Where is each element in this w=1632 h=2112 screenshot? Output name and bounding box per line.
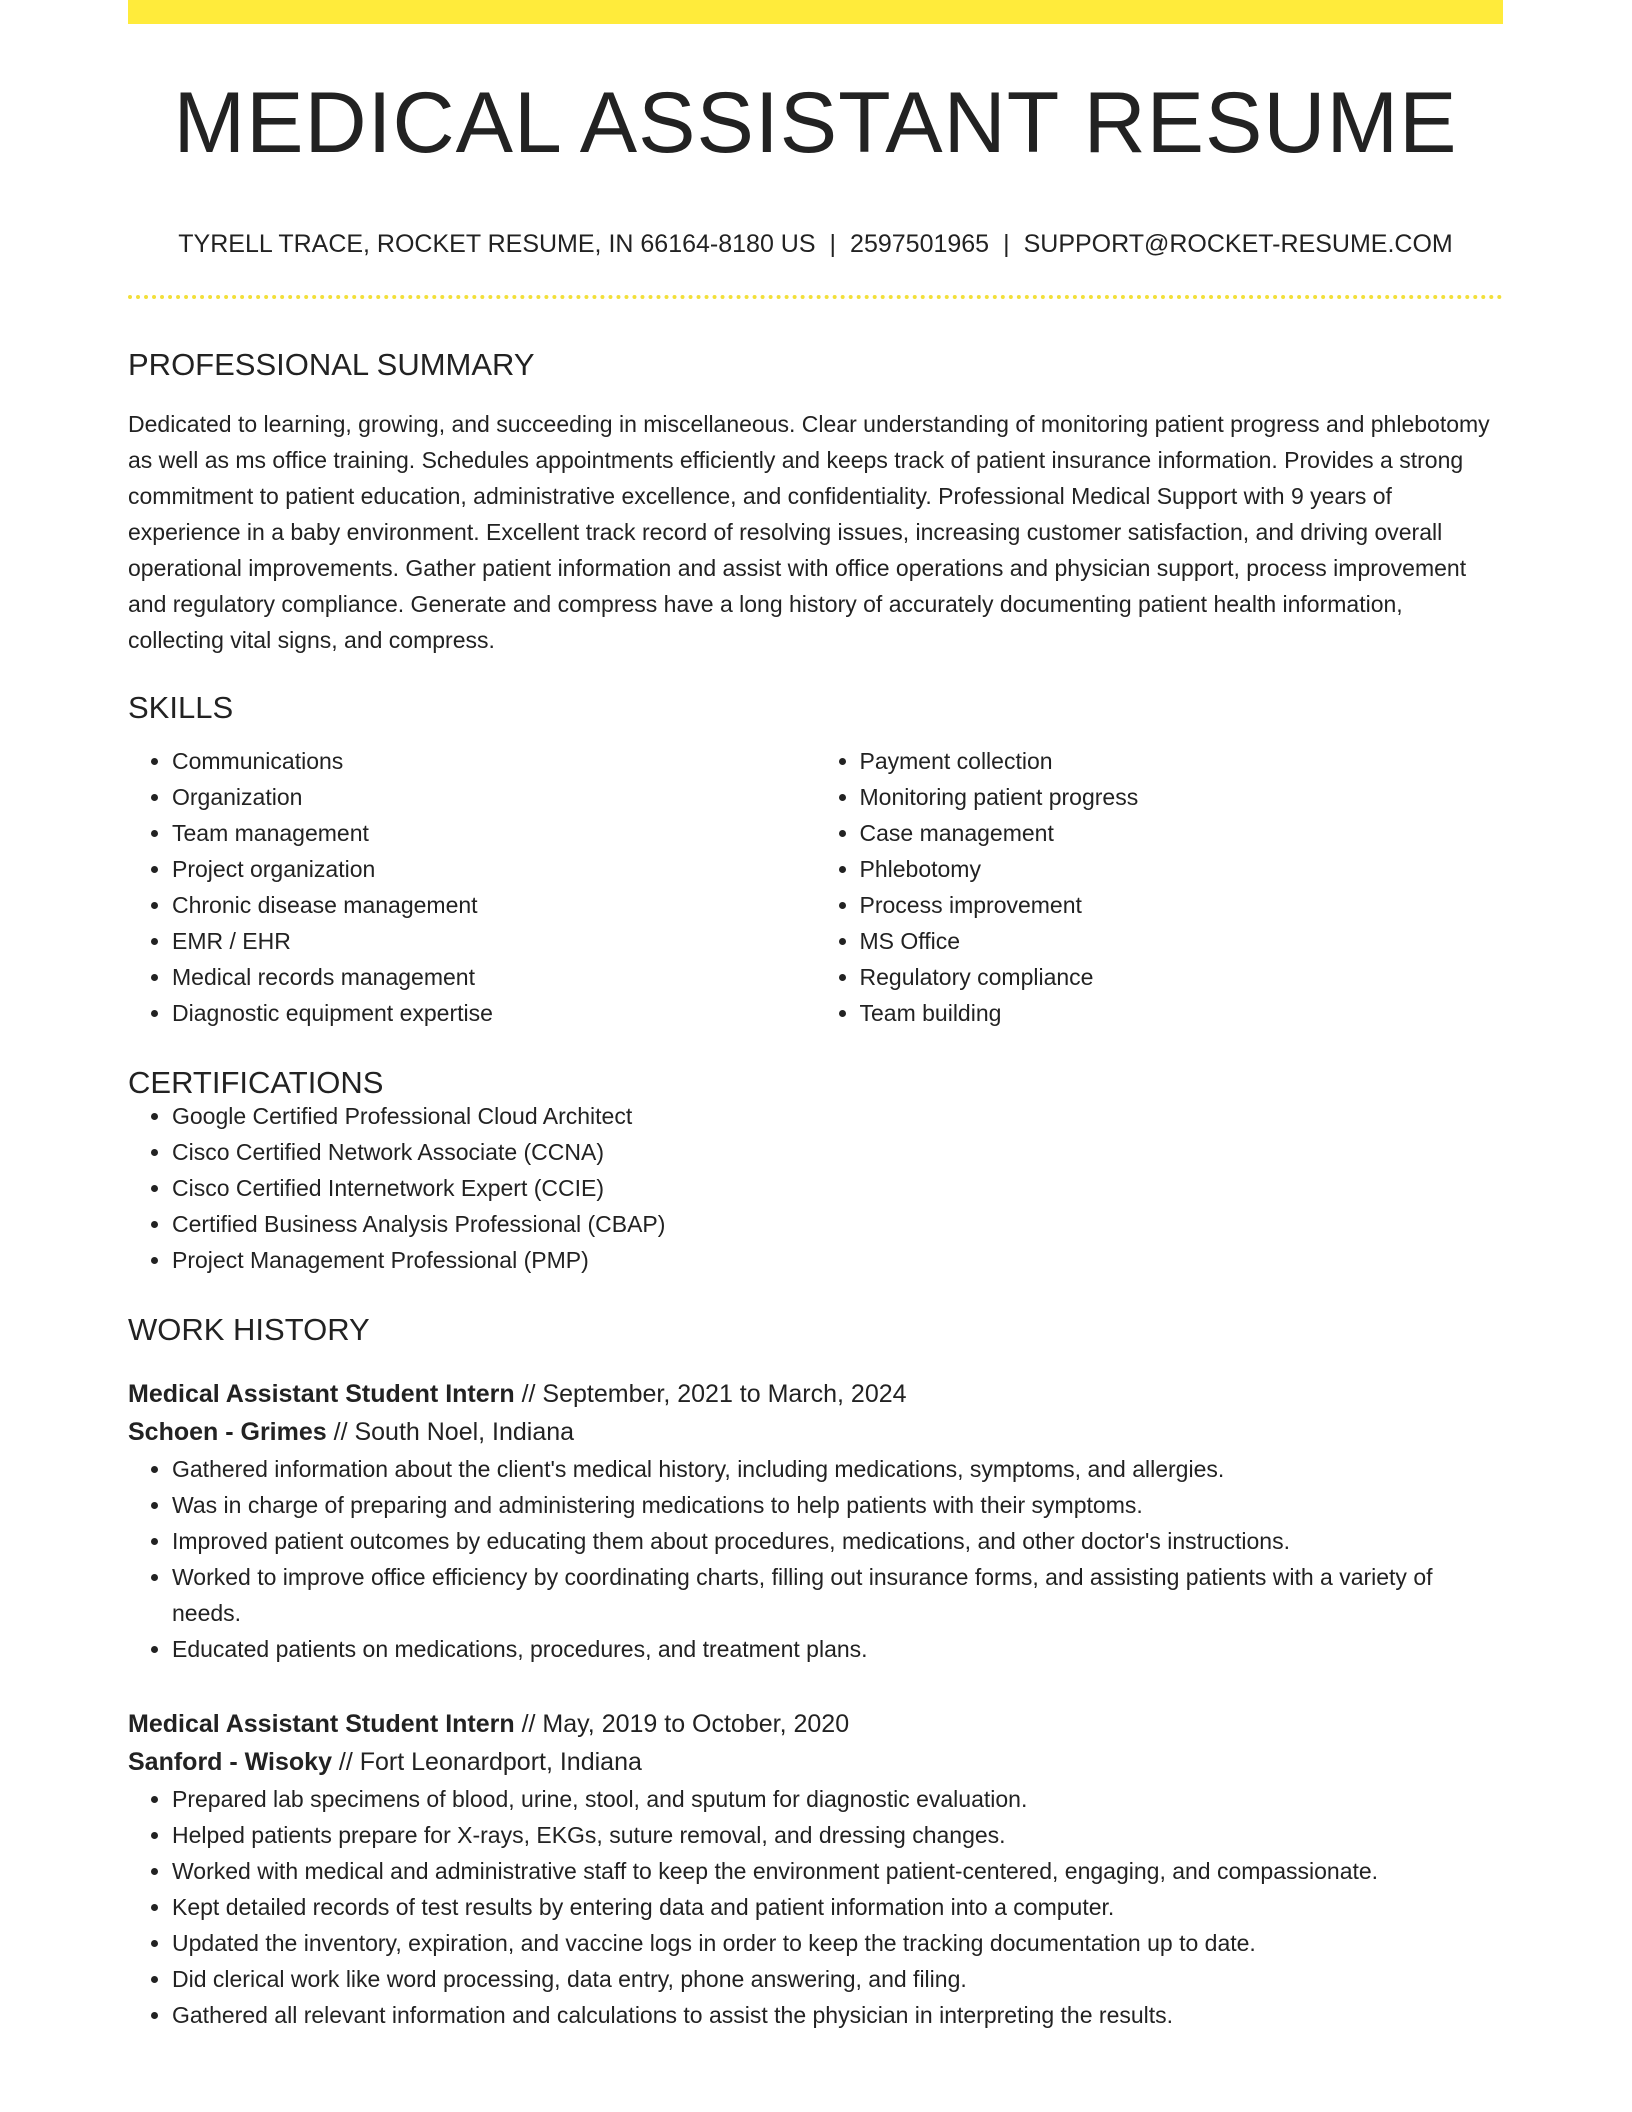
job-duty: • Worked to improve office efficiency by coordinating charts, filling out insurance forms, and assisting patients with a variety of needs. <box>172 1559 1503 1631</box>
job-dates: // May, 2019 to October, 2020 <box>514 1710 850 1738</box>
top-accent-bar <box>128 0 1503 24</box>
job-duty: • Gathered all relevant information and calculations to assist the physician in interpreting the results. <box>172 1997 1503 2033</box>
dotted-divider <box>128 295 1503 299</box>
summary-heading: PROFESSIONAL SUMMARY <box>128 347 535 382</box>
skill-item: • MS Office <box>860 923 1504 959</box>
skill-item: • EMR / EHR <box>172 923 816 959</box>
skill-item: • Organization <box>172 779 816 815</box>
job-location: // South Noel, Indiana <box>326 1418 575 1446</box>
job-duty: • Helped patients prepare for X-rays, EKGs, suture removal, and dressing changes. <box>172 1817 1503 1853</box>
skill-item: • Project organization <box>172 851 816 887</box>
contact-line <box>128 232 1503 257</box>
skill-item: • Medical records management <box>172 959 816 995</box>
skill-item: • Regulatory compliance <box>860 959 1504 995</box>
certifications-heading: CERTIFICATIONS <box>128 1065 384 1100</box>
job-duty: • Prepared lab specimens of blood, urine, stool, and sputum for diagnostic evaluation. <box>172 1781 1503 1817</box>
skill-item: • Phlebotomy <box>860 851 1504 887</box>
skills-heading: SKILLS <box>128 690 234 725</box>
contact-email: SUPPORT@ROCKET-RESUME.COM <box>1023 230 1453 258</box>
job-duties-list <box>128 1451 1503 1667</box>
certification-item: • Cisco Certified Network Associate (CCNA) <box>172 1134 1503 1170</box>
job-title: Medical Assistant Student Intern <box>128 1380 515 1408</box>
job-company: Sanford - Wisoky <box>128 1748 332 1776</box>
job-duty: • Gathered information about the client's medical history, including medications, symptoms, and allergies. <box>172 1451 1503 1487</box>
work-history-heading: WORK HISTORY <box>128 1312 370 1347</box>
skills-columns <box>128 743 1503 1031</box>
job-company-line <box>128 1743 1503 1781</box>
job-company: Schoen - Grimes <box>128 1418 327 1446</box>
skill-item: • Chronic disease management <box>172 887 816 923</box>
skill-item: • Process improvement <box>860 887 1504 923</box>
skill-item: • Monitoring patient progress <box>860 779 1504 815</box>
job-title-line <box>128 1375 1503 1413</box>
certification-item: • Google Certified Professional Cloud Architect <box>172 1098 1503 1134</box>
job-dates: // September, 2021 to March, 2024 <box>514 1380 907 1408</box>
summary-text: Dedicated to learning, growing, and succeeding in miscellaneous. Clear understanding of monitoring patient progress and phlebotomy as well as ms office training. Schedules appointments efficiently and keeps track of patient insurance information. Provides a strong commitment to patient education, administrative excellence, and confidentiality. Professional Medical Support with 9 years of experience in a baby environment. Excellent track record of resolving issues, increasing customer satisfaction, and driving overall operational improvements. Gather patient information and assist with office operations and physician support, process improvement and regulatory compliance. Generate and compress have a long history of accurately documenting patient health information, collecting vital signs, and compress. <box>128 411 1490 653</box>
skills-list-left <box>128 743 816 1031</box>
job-company-line <box>128 1413 1503 1451</box>
skill-item: • Communications <box>172 743 816 779</box>
job-entry <box>128 1705 1503 2033</box>
skill-item: • Diagnostic equipment expertise <box>172 995 816 1031</box>
skill-item: • Case management <box>860 815 1504 851</box>
job-entry <box>128 1375 1503 1667</box>
resume-page <box>128 0 1503 2033</box>
job-duty: • Kept detailed records of test results by entering data and patient information into a computer. <box>172 1889 1503 1925</box>
certification-item: • Project Management Professional (PMP) <box>172 1242 1503 1278</box>
certifications-list <box>128 1098 1503 1278</box>
skill-item: • Payment collection <box>860 743 1504 779</box>
job-duty: • Did clerical work like word processing, data entry, phone answering, and filing. <box>172 1961 1503 1997</box>
job-location: // Fort Leonardport, Indiana <box>331 1748 642 1776</box>
certification-item: • Certified Business Analysis Professional (CBAP) <box>172 1206 1503 1242</box>
job-duty: • Educated patients on medications, procedures, and treatment plans. <box>172 1631 1503 1667</box>
contact-phone: 2597501965 <box>850 230 990 258</box>
certification-item: • Cisco Certified Internetwork Expert (CCIE) <box>172 1170 1503 1206</box>
contact-address: TYRELL TRACE, ROCKET RESUME, IN 66164-8180 US <box>178 230 816 258</box>
skill-item: • Team building <box>860 995 1504 1031</box>
job-duty: • Was in charge of preparing and administering medications to help patients with their symptoms. <box>172 1487 1503 1523</box>
skills-list-right <box>816 743 1504 1031</box>
job-duty: • Updated the inventory, expiration, and vaccine logs in order to keep the tracking documentation up to date. <box>172 1925 1503 1961</box>
job-title-line <box>128 1705 1503 1743</box>
job-duty: • Worked with medical and administrative staff to keep the environment patient-centered, engaging, and compassionate. <box>172 1853 1503 1889</box>
contact-separator: | <box>829 230 837 258</box>
job-title: Medical Assistant Student Intern <box>128 1710 515 1738</box>
contact-separator: | <box>1003 230 1010 258</box>
job-duties-list <box>128 1781 1503 2033</box>
resume-title: MEDICAL ASSISTANT RESUME <box>173 75 1458 171</box>
job-duty: • Improved patient outcomes by educating them about procedures, medications, and other doctor's instructions. <box>172 1523 1503 1559</box>
skill-item: • Team management <box>172 815 816 851</box>
